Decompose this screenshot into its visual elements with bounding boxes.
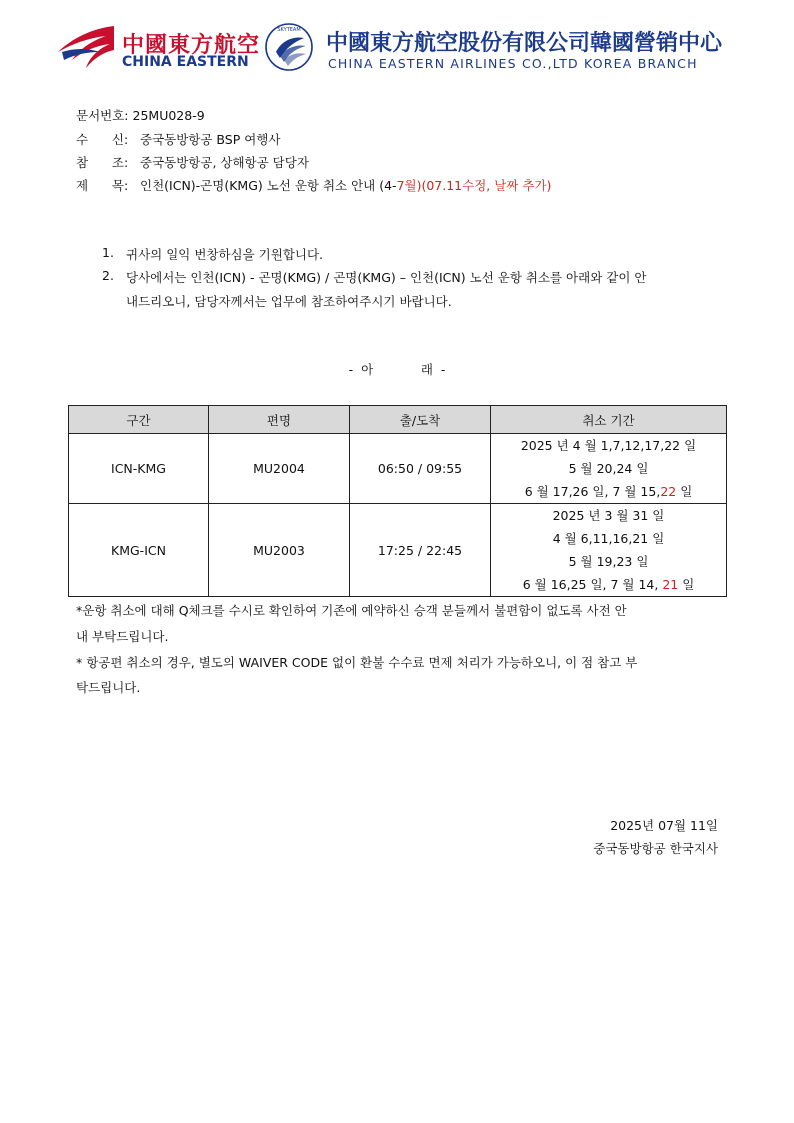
brand-chinese-name: 中國東方航空 — [122, 33, 261, 58]
period-line: 5 월 20,24 일 — [568, 461, 649, 476]
period-line: 2025 년 4 월 1,7,12,17,22 일 — [520, 438, 697, 453]
subject-text: 인천(ICN)-곤명(KMG) 노선 운항 취소 안내 (4- — [140, 178, 397, 193]
note-1-line-1: *운항 취소에 대해 Q체크를 수시로 확인하여 기존에 예약하신 승객 분들께서 불편함이 없도록 사전 안 — [76, 603, 627, 618]
period-line: 5 월 19,23 일 — [568, 554, 649, 569]
item-2-text-line-2: 내드리오니, 담당자께서는 업무에 참조하여주시기 바랍니다. — [126, 294, 452, 309]
subject-line — [76, 176, 551, 194]
doc-number: 25MU028-9 — [132, 108, 205, 123]
skyteam-logo-icon — [264, 22, 314, 72]
recipient: 중국동방항공 BSP 여행사 — [140, 132, 281, 147]
recipient-label: 수 신: — [76, 132, 129, 147]
brand-english-name: CHINA EASTERN — [122, 54, 249, 70]
period-cell — [491, 434, 727, 504]
period-line: 6 월 17,26 일, 7 월 15,22 일 — [524, 484, 693, 499]
added-date: 22 — [660, 484, 677, 499]
skyteam-text: SKYTEAM — [277, 27, 301, 33]
table-header-row — [69, 406, 727, 434]
time-cell: 17:25 / 22:45 — [350, 504, 491, 597]
reference: 중국동방항공, 상해항공 담당자 — [140, 155, 309, 170]
recipient-line — [76, 130, 280, 148]
doc-number-line — [76, 106, 205, 124]
item-2-text-line-1: 당사에서는 인천(ICN) - 곤명(KMG) / 곤명(KMG) – 인천(ICN) 노선 운항 취소를 아래와 같이 안 — [126, 270, 647, 285]
company-english-name: CHINA EASTERN AIRLINES CO.,LTD KOREA BRANCH — [328, 56, 698, 71]
note-2-line-1: * 항공편 취소의 경우, 별도의 WAIVER CODE 없이 환불 수수료 면제 처리가 가능하오니, 이 점 참고 부 — [76, 655, 638, 670]
route-cell: ICN-KMG — [69, 434, 209, 504]
col-header-flight: 편명 — [209, 406, 350, 434]
reference-label: 참 조: — [76, 155, 129, 170]
time-cell: 06:50 / 09:55 — [350, 434, 491, 504]
col-header-time: 출/도착 — [350, 406, 491, 434]
issuing-office: 중국동방항공 한국지사 — [593, 841, 718, 856]
doc-number-label: 문서번호: — [76, 108, 129, 123]
period-line: 6 월 16,25 일, 7 월 14, 21 일 — [522, 577, 695, 592]
subject-label: 제 목: — [76, 178, 129, 193]
period-line: 2025 년 3 월 31 일 — [552, 508, 665, 523]
issue-date: 2025년 07월 11일 — [610, 818, 718, 833]
company-chinese-name: 中國東方航空股份有限公司韓國營销中心 — [326, 31, 723, 56]
added-date: 21 — [662, 577, 679, 592]
item-1-number: 1. — [102, 245, 114, 260]
flight-cell: MU2004 — [209, 434, 350, 504]
period-line: 4 월 6,11,16,21 일 — [552, 531, 665, 546]
below-heading: - 아 래 - — [348, 362, 446, 377]
route-cell: KMG-ICN — [69, 504, 209, 597]
china-eastern-swallow-logo-icon — [54, 22, 116, 72]
table-row — [69, 434, 727, 504]
item-1-text: 귀사의 일익 번창하심을 기원합니다. — [126, 247, 324, 262]
col-header-period: 취소 기간 — [491, 406, 727, 434]
item-2-number: 2. — [102, 268, 114, 283]
cancellation-schedule-table — [68, 405, 727, 597]
note-2-line-2: 탁드립니다. — [76, 680, 141, 695]
flight-cell: MU2003 — [209, 504, 350, 597]
period-cell — [491, 504, 727, 597]
table-row — [69, 504, 727, 597]
col-header-route: 구간 — [69, 406, 209, 434]
note-1-line-2: 내 부탁드립니다. — [76, 629, 169, 644]
subject-revision: 7월)(07.11수정, 날짜 추가) — [396, 178, 552, 193]
reference-line — [76, 153, 309, 171]
